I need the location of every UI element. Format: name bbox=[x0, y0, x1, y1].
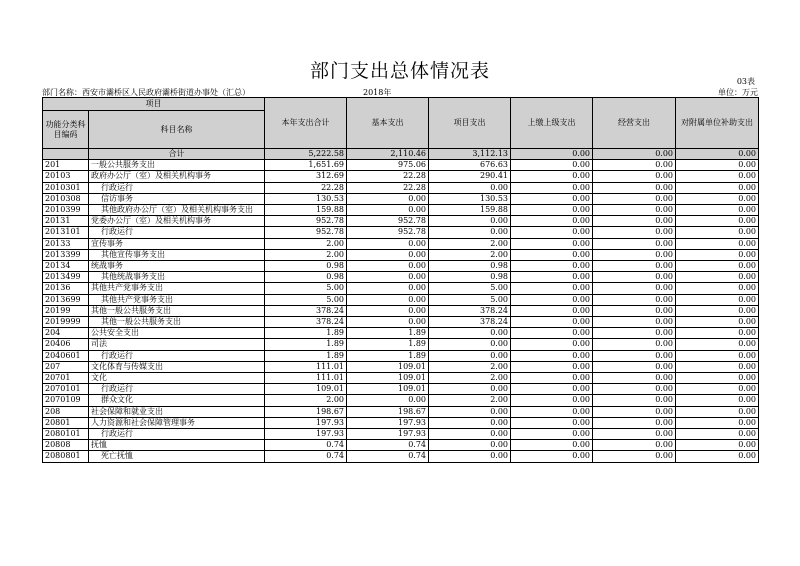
cell-business: 0.00 bbox=[593, 249, 676, 260]
cell-subsidy: 0.00 bbox=[676, 182, 759, 193]
cell-subsidy: 0.00 bbox=[676, 294, 759, 305]
cell-code: 20133 bbox=[43, 238, 89, 249]
cell-basic: 1.89 bbox=[347, 350, 429, 361]
cell-upper: 0.00 bbox=[511, 261, 593, 272]
cell-subject-name: 其他共产党事务支出 bbox=[89, 283, 265, 294]
cell-subsidy: 0.00 bbox=[676, 361, 759, 372]
cell-subsidy: 0.00 bbox=[676, 429, 759, 440]
table-row bbox=[43, 261, 759, 272]
cell-subject-name: 死亡抚恤 bbox=[89, 451, 265, 462]
cell-subject-name: 群众文化 bbox=[89, 395, 265, 406]
cell-subject-name: 行政运行 bbox=[89, 350, 265, 361]
cell-project: 0.00 bbox=[429, 451, 511, 462]
cell-business: 0.00 bbox=[593, 193, 676, 204]
cell-project: 0.00 bbox=[429, 429, 511, 440]
cell-basic: 109.01 bbox=[347, 384, 429, 395]
cell-basic: 197.93 bbox=[347, 429, 429, 440]
cell-total: 2.00 bbox=[265, 395, 347, 406]
cell-code: 20131 bbox=[43, 216, 89, 227]
cell-total: 1.89 bbox=[265, 339, 347, 350]
cell-business: 0.00 bbox=[593, 361, 676, 372]
cell-basic: 1.89 bbox=[347, 328, 429, 339]
cell-code: 2013399 bbox=[43, 249, 89, 260]
cell-upper: 0.00 bbox=[511, 440, 593, 451]
cell-project: 0.98 bbox=[429, 261, 511, 272]
cell-subject-name: 政府办公厅（室）及相关机构事务 bbox=[89, 171, 265, 182]
cell-project: 290.41 bbox=[429, 171, 511, 182]
cell-basic: 975.06 bbox=[347, 160, 429, 171]
cell-business: 0.00 bbox=[593, 294, 676, 305]
cell-total: 2.00 bbox=[265, 238, 347, 249]
cell-total: 0.74 bbox=[265, 440, 347, 451]
header-total: 本年支出合计 bbox=[265, 98, 347, 149]
cell-subject-name: 其他共产党事务支出 bbox=[89, 294, 265, 305]
cell-upper: 0.00 bbox=[511, 160, 593, 171]
cell-subsidy: 0.00 bbox=[676, 272, 759, 283]
cell-code: 2010399 bbox=[43, 205, 89, 216]
table-row bbox=[43, 350, 759, 361]
cell-subject-name: 其他一般公共服务支出 bbox=[89, 305, 265, 316]
cell-subsidy: 0.00 bbox=[676, 395, 759, 406]
cell-upper: 0.00 bbox=[511, 272, 593, 283]
cell-code: 20801 bbox=[43, 417, 89, 428]
cell-project: 2.00 bbox=[429, 361, 511, 372]
cell-total: 22.28 bbox=[265, 182, 347, 193]
cell-business: 0.00 bbox=[593, 451, 676, 462]
cell-subsidy: 0.00 bbox=[676, 317, 759, 328]
cell-subsidy: 0.00 bbox=[676, 249, 759, 260]
cell-project: 0.00 bbox=[429, 227, 511, 238]
cell-code: 2010301 bbox=[43, 182, 89, 193]
cell-business: 0.00 bbox=[593, 429, 676, 440]
cell-business: 0.00 bbox=[593, 171, 676, 182]
cell-subject-name: 人力资源和社会保障管理事务 bbox=[89, 417, 265, 428]
table-row bbox=[43, 193, 759, 204]
cell-subsidy: 0.00 bbox=[676, 417, 759, 428]
table-body bbox=[43, 149, 759, 463]
cell-basic: 0.00 bbox=[347, 272, 429, 283]
table-row bbox=[43, 283, 759, 294]
cell-basic: 952.78 bbox=[347, 216, 429, 227]
cell-subject-name: 统战事务 bbox=[89, 261, 265, 272]
cell-code: 204 bbox=[43, 328, 89, 339]
cell-upper: 0.00 bbox=[511, 361, 593, 372]
cell-subsidy: 0.00 bbox=[676, 160, 759, 171]
table-row bbox=[43, 205, 759, 216]
cell-business: 0.00 bbox=[593, 373, 676, 384]
table-row bbox=[43, 305, 759, 316]
cell-upper: 0.00 bbox=[511, 149, 593, 160]
table-row bbox=[43, 328, 759, 339]
cell-upper: 0.00 bbox=[511, 205, 593, 216]
cell-basic: 0.00 bbox=[347, 317, 429, 328]
cell-business: 0.00 bbox=[593, 205, 676, 216]
cell-code bbox=[43, 149, 89, 160]
cell-code: 20406 bbox=[43, 339, 89, 350]
cell-code: 20199 bbox=[43, 305, 89, 316]
cell-basic: 0.00 bbox=[347, 294, 429, 305]
cell-basic: 0.00 bbox=[347, 305, 429, 316]
cell-basic: 2,110.46 bbox=[347, 149, 429, 160]
cell-subject-name: 文化 bbox=[89, 373, 265, 384]
cell-subject-name: 一般公共服务支出 bbox=[89, 160, 265, 171]
cell-project: 5.00 bbox=[429, 294, 511, 305]
cell-total: 378.24 bbox=[265, 317, 347, 328]
cell-total: 197.93 bbox=[265, 429, 347, 440]
cell-project: 0.00 bbox=[429, 182, 511, 193]
cell-code: 208 bbox=[43, 406, 89, 417]
cell-code: 2013101 bbox=[43, 227, 89, 238]
cell-subject-name: 宣传事务 bbox=[89, 238, 265, 249]
cell-code: 201 bbox=[43, 160, 89, 171]
cell-basic: 0.74 bbox=[347, 451, 429, 462]
unit-label: 单位：万元 bbox=[718, 88, 758, 97]
cell-code: 20808 bbox=[43, 440, 89, 451]
cell-upper: 0.00 bbox=[511, 227, 593, 238]
cell-total: 0.74 bbox=[265, 451, 347, 462]
cell-business: 0.00 bbox=[593, 317, 676, 328]
cell-subsidy: 0.00 bbox=[676, 305, 759, 316]
cell-subject-name: 其他一般公共服务支出 bbox=[89, 317, 265, 328]
header-subsidy: 对附属单位补助支出 bbox=[676, 98, 759, 149]
meta-line bbox=[42, 87, 758, 97]
header-upper: 上缴上级支出 bbox=[511, 98, 593, 149]
table-row bbox=[43, 373, 759, 384]
cell-subject-name: 社会保障和就业支出 bbox=[89, 406, 265, 417]
cell-business: 0.00 bbox=[593, 216, 676, 227]
cell-project: 0.00 bbox=[429, 417, 511, 428]
cell-project: 0.98 bbox=[429, 272, 511, 283]
cell-code: 2013499 bbox=[43, 272, 89, 283]
cell-subject-name: 行政运行 bbox=[89, 429, 265, 440]
cell-upper: 0.00 bbox=[511, 328, 593, 339]
table-row bbox=[43, 339, 759, 350]
table-row bbox=[43, 294, 759, 305]
table-row bbox=[43, 216, 759, 227]
cell-code: 20136 bbox=[43, 283, 89, 294]
cell-subsidy: 0.00 bbox=[676, 373, 759, 384]
cell-total: 198.67 bbox=[265, 406, 347, 417]
cell-project: 0.00 bbox=[429, 328, 511, 339]
cell-basic: 0.00 bbox=[347, 249, 429, 260]
cell-subsidy: 0.00 bbox=[676, 283, 759, 294]
cell-code: 2070101 bbox=[43, 384, 89, 395]
cell-project: 130.53 bbox=[429, 193, 511, 204]
cell-subsidy: 0.00 bbox=[676, 384, 759, 395]
table-row bbox=[43, 171, 759, 182]
cell-total: 952.78 bbox=[265, 216, 347, 227]
cell-total: 130.53 bbox=[265, 193, 347, 204]
cell-upper: 0.00 bbox=[511, 193, 593, 204]
cell-code: 20134 bbox=[43, 261, 89, 272]
cell-total: 197.93 bbox=[265, 417, 347, 428]
form-code: 03表 bbox=[736, 77, 755, 86]
cell-code: 20103 bbox=[43, 171, 89, 182]
cell-subsidy: 0.00 bbox=[676, 339, 759, 350]
table-row bbox=[43, 238, 759, 249]
cell-basic: 22.28 bbox=[347, 171, 429, 182]
table-row bbox=[43, 440, 759, 451]
cell-project: 2.00 bbox=[429, 395, 511, 406]
expenditure-table bbox=[42, 97, 759, 463]
cell-project: 0.00 bbox=[429, 384, 511, 395]
cell-upper: 0.00 bbox=[511, 305, 593, 316]
department-name: 部门名称：西安市灞桥区人民政府灞桥街道办事处（汇总） bbox=[42, 88, 250, 97]
cell-project: 0.00 bbox=[429, 440, 511, 451]
header-func-code: 功能分类科目编码 bbox=[43, 111, 89, 149]
cell-subject-name: 行政运行 bbox=[89, 227, 265, 238]
cell-total: 1.89 bbox=[265, 350, 347, 361]
cell-upper: 0.00 bbox=[511, 417, 593, 428]
cell-subsidy: 0.00 bbox=[676, 149, 759, 160]
cell-basic: 0.00 bbox=[347, 238, 429, 249]
cell-project: 0.00 bbox=[429, 216, 511, 227]
cell-subsidy: 0.00 bbox=[676, 350, 759, 361]
cell-total: 111.01 bbox=[265, 361, 347, 372]
cell-business: 0.00 bbox=[593, 238, 676, 249]
cell-project: 159.88 bbox=[429, 205, 511, 216]
table-row bbox=[43, 384, 759, 395]
cell-total: 378.24 bbox=[265, 305, 347, 316]
cell-basic: 0.00 bbox=[347, 261, 429, 272]
cell-subject-name: 党委办公厅（室）及相关机构事务 bbox=[89, 216, 265, 227]
cell-total: 109.01 bbox=[265, 384, 347, 395]
cell-business: 0.00 bbox=[593, 406, 676, 417]
cell-business: 0.00 bbox=[593, 272, 676, 283]
cell-subsidy: 0.00 bbox=[676, 216, 759, 227]
cell-basic: 0.00 bbox=[347, 205, 429, 216]
cell-project: 5.00 bbox=[429, 283, 511, 294]
cell-upper: 0.00 bbox=[511, 317, 593, 328]
cell-upper: 0.00 bbox=[511, 451, 593, 462]
cell-upper: 0.00 bbox=[511, 406, 593, 417]
header-business: 经营支出 bbox=[593, 98, 676, 149]
cell-project: 0.00 bbox=[429, 406, 511, 417]
cell-business: 0.00 bbox=[593, 328, 676, 339]
table-row bbox=[43, 451, 759, 462]
cell-code: 2013699 bbox=[43, 294, 89, 305]
total-row bbox=[43, 149, 759, 160]
cell-code: 2070109 bbox=[43, 395, 89, 406]
cell-business: 0.00 bbox=[593, 160, 676, 171]
cell-code: 2080801 bbox=[43, 451, 89, 462]
cell-project: 378.24 bbox=[429, 317, 511, 328]
cell-upper: 0.00 bbox=[511, 171, 593, 182]
cell-upper: 0.00 bbox=[511, 339, 593, 350]
cell-total: 2.00 bbox=[265, 249, 347, 260]
cell-business: 0.00 bbox=[593, 440, 676, 451]
table-row bbox=[43, 417, 759, 428]
cell-basic: 952.78 bbox=[347, 227, 429, 238]
cell-basic: 0.00 bbox=[347, 283, 429, 294]
cell-upper: 0.00 bbox=[511, 182, 593, 193]
cell-subsidy: 0.00 bbox=[676, 328, 759, 339]
cell-business: 0.00 bbox=[593, 261, 676, 272]
cell-code: 207 bbox=[43, 361, 89, 372]
cell-business: 0.00 bbox=[593, 384, 676, 395]
cell-basic: 22.28 bbox=[347, 182, 429, 193]
table-row bbox=[43, 272, 759, 283]
table-row bbox=[43, 406, 759, 417]
table-row bbox=[43, 429, 759, 440]
cell-basic: 197.93 bbox=[347, 417, 429, 428]
table-row bbox=[43, 361, 759, 372]
cell-upper: 0.00 bbox=[511, 249, 593, 260]
page-title: 部门支出总体情况表 bbox=[309, 60, 490, 82]
cell-subsidy: 0.00 bbox=[676, 261, 759, 272]
cell-total: 0.98 bbox=[265, 261, 347, 272]
cell-project: 2.00 bbox=[429, 373, 511, 384]
cell-subsidy: 0.00 bbox=[676, 205, 759, 216]
cell-business: 0.00 bbox=[593, 395, 676, 406]
cell-project: 0.00 bbox=[429, 339, 511, 350]
report-year: 2018年 bbox=[363, 88, 392, 97]
table-row bbox=[43, 249, 759, 260]
cell-total: 952.78 bbox=[265, 227, 347, 238]
cell-subject-name: 其他政府办公厅（室）及相关机构事务支出 bbox=[89, 205, 265, 216]
cell-subject-name: 文化体育与传媒支出 bbox=[89, 361, 265, 372]
header-item: 项目 bbox=[43, 98, 265, 111]
cell-basic: 109.01 bbox=[347, 361, 429, 372]
cell-basic: 0.00 bbox=[347, 395, 429, 406]
table-row bbox=[43, 182, 759, 193]
header-project: 项目支出 bbox=[429, 98, 511, 149]
cell-business: 0.00 bbox=[593, 182, 676, 193]
cell-total: 0.98 bbox=[265, 272, 347, 283]
table-row bbox=[43, 317, 759, 328]
cell-project: 2.00 bbox=[429, 238, 511, 249]
cell-subsidy: 0.00 bbox=[676, 171, 759, 182]
table-row bbox=[43, 160, 759, 171]
cell-total: 1.89 bbox=[265, 328, 347, 339]
cell-business: 0.00 bbox=[593, 339, 676, 350]
cell-subsidy: 0.00 bbox=[676, 227, 759, 238]
cell-business: 0.00 bbox=[593, 149, 676, 160]
cell-business: 0.00 bbox=[593, 283, 676, 294]
cell-business: 0.00 bbox=[593, 305, 676, 316]
cell-code: 2080101 bbox=[43, 429, 89, 440]
cell-business: 0.00 bbox=[593, 350, 676, 361]
cell-project: 2.00 bbox=[429, 249, 511, 260]
cell-basic: 0.00 bbox=[347, 193, 429, 204]
cell-subject-name: 行政运行 bbox=[89, 182, 265, 193]
cell-total: 312.69 bbox=[265, 171, 347, 182]
cell-basic: 0.74 bbox=[347, 440, 429, 451]
header-subject-name: 科目名称 bbox=[89, 111, 265, 149]
cell-business: 0.00 bbox=[593, 227, 676, 238]
cell-subject-name: 行政运行 bbox=[89, 384, 265, 395]
cell-subject-name: 其他统战事务支出 bbox=[89, 272, 265, 283]
cell-upper: 0.00 bbox=[511, 238, 593, 249]
cell-total: 111.01 bbox=[265, 373, 347, 384]
cell-upper: 0.00 bbox=[511, 294, 593, 305]
cell-total: 159.88 bbox=[265, 205, 347, 216]
cell-subsidy: 0.00 bbox=[676, 451, 759, 462]
cell-upper: 0.00 bbox=[511, 350, 593, 361]
cell-total: 5.00 bbox=[265, 294, 347, 305]
cell-basic: 198.67 bbox=[347, 406, 429, 417]
cell-total: 1,651.69 bbox=[265, 160, 347, 171]
header-basic: 基本支出 bbox=[347, 98, 429, 149]
cell-upper: 0.00 bbox=[511, 373, 593, 384]
cell-total: 5,222.58 bbox=[265, 149, 347, 160]
cell-subject-name: 抚恤 bbox=[89, 440, 265, 451]
cell-subject-name: 合计 bbox=[89, 149, 265, 160]
cell-upper: 0.00 bbox=[511, 283, 593, 294]
cell-basic: 109.01 bbox=[347, 373, 429, 384]
cell-upper: 0.00 bbox=[511, 384, 593, 395]
cell-project: 0.00 bbox=[429, 350, 511, 361]
cell-subject-name: 信访事务 bbox=[89, 193, 265, 204]
cell-basic: 1.89 bbox=[347, 339, 429, 350]
cell-upper: 0.00 bbox=[511, 429, 593, 440]
cell-subsidy: 0.00 bbox=[676, 193, 759, 204]
cell-upper: 0.00 bbox=[511, 216, 593, 227]
cell-subsidy: 0.00 bbox=[676, 406, 759, 417]
cell-project: 378.24 bbox=[429, 305, 511, 316]
cell-project: 676.63 bbox=[429, 160, 511, 171]
cell-subsidy: 0.00 bbox=[676, 238, 759, 249]
cell-business: 0.00 bbox=[593, 417, 676, 428]
cell-subject-name: 其他宣传事务支出 bbox=[89, 249, 265, 260]
cell-project: 3,112.13 bbox=[429, 149, 511, 160]
table-row bbox=[43, 395, 759, 406]
cell-subject-name: 司法 bbox=[89, 339, 265, 350]
cell-code: 2040601 bbox=[43, 350, 89, 361]
table-row bbox=[43, 227, 759, 238]
cell-code: 20701 bbox=[43, 373, 89, 384]
cell-subsidy: 0.00 bbox=[676, 440, 759, 451]
cell-subject-name: 公共安全支出 bbox=[89, 328, 265, 339]
cell-code: 2019999 bbox=[43, 317, 89, 328]
cell-code: 2010308 bbox=[43, 193, 89, 204]
cell-total: 5.00 bbox=[265, 283, 347, 294]
cell-upper: 0.00 bbox=[511, 395, 593, 406]
